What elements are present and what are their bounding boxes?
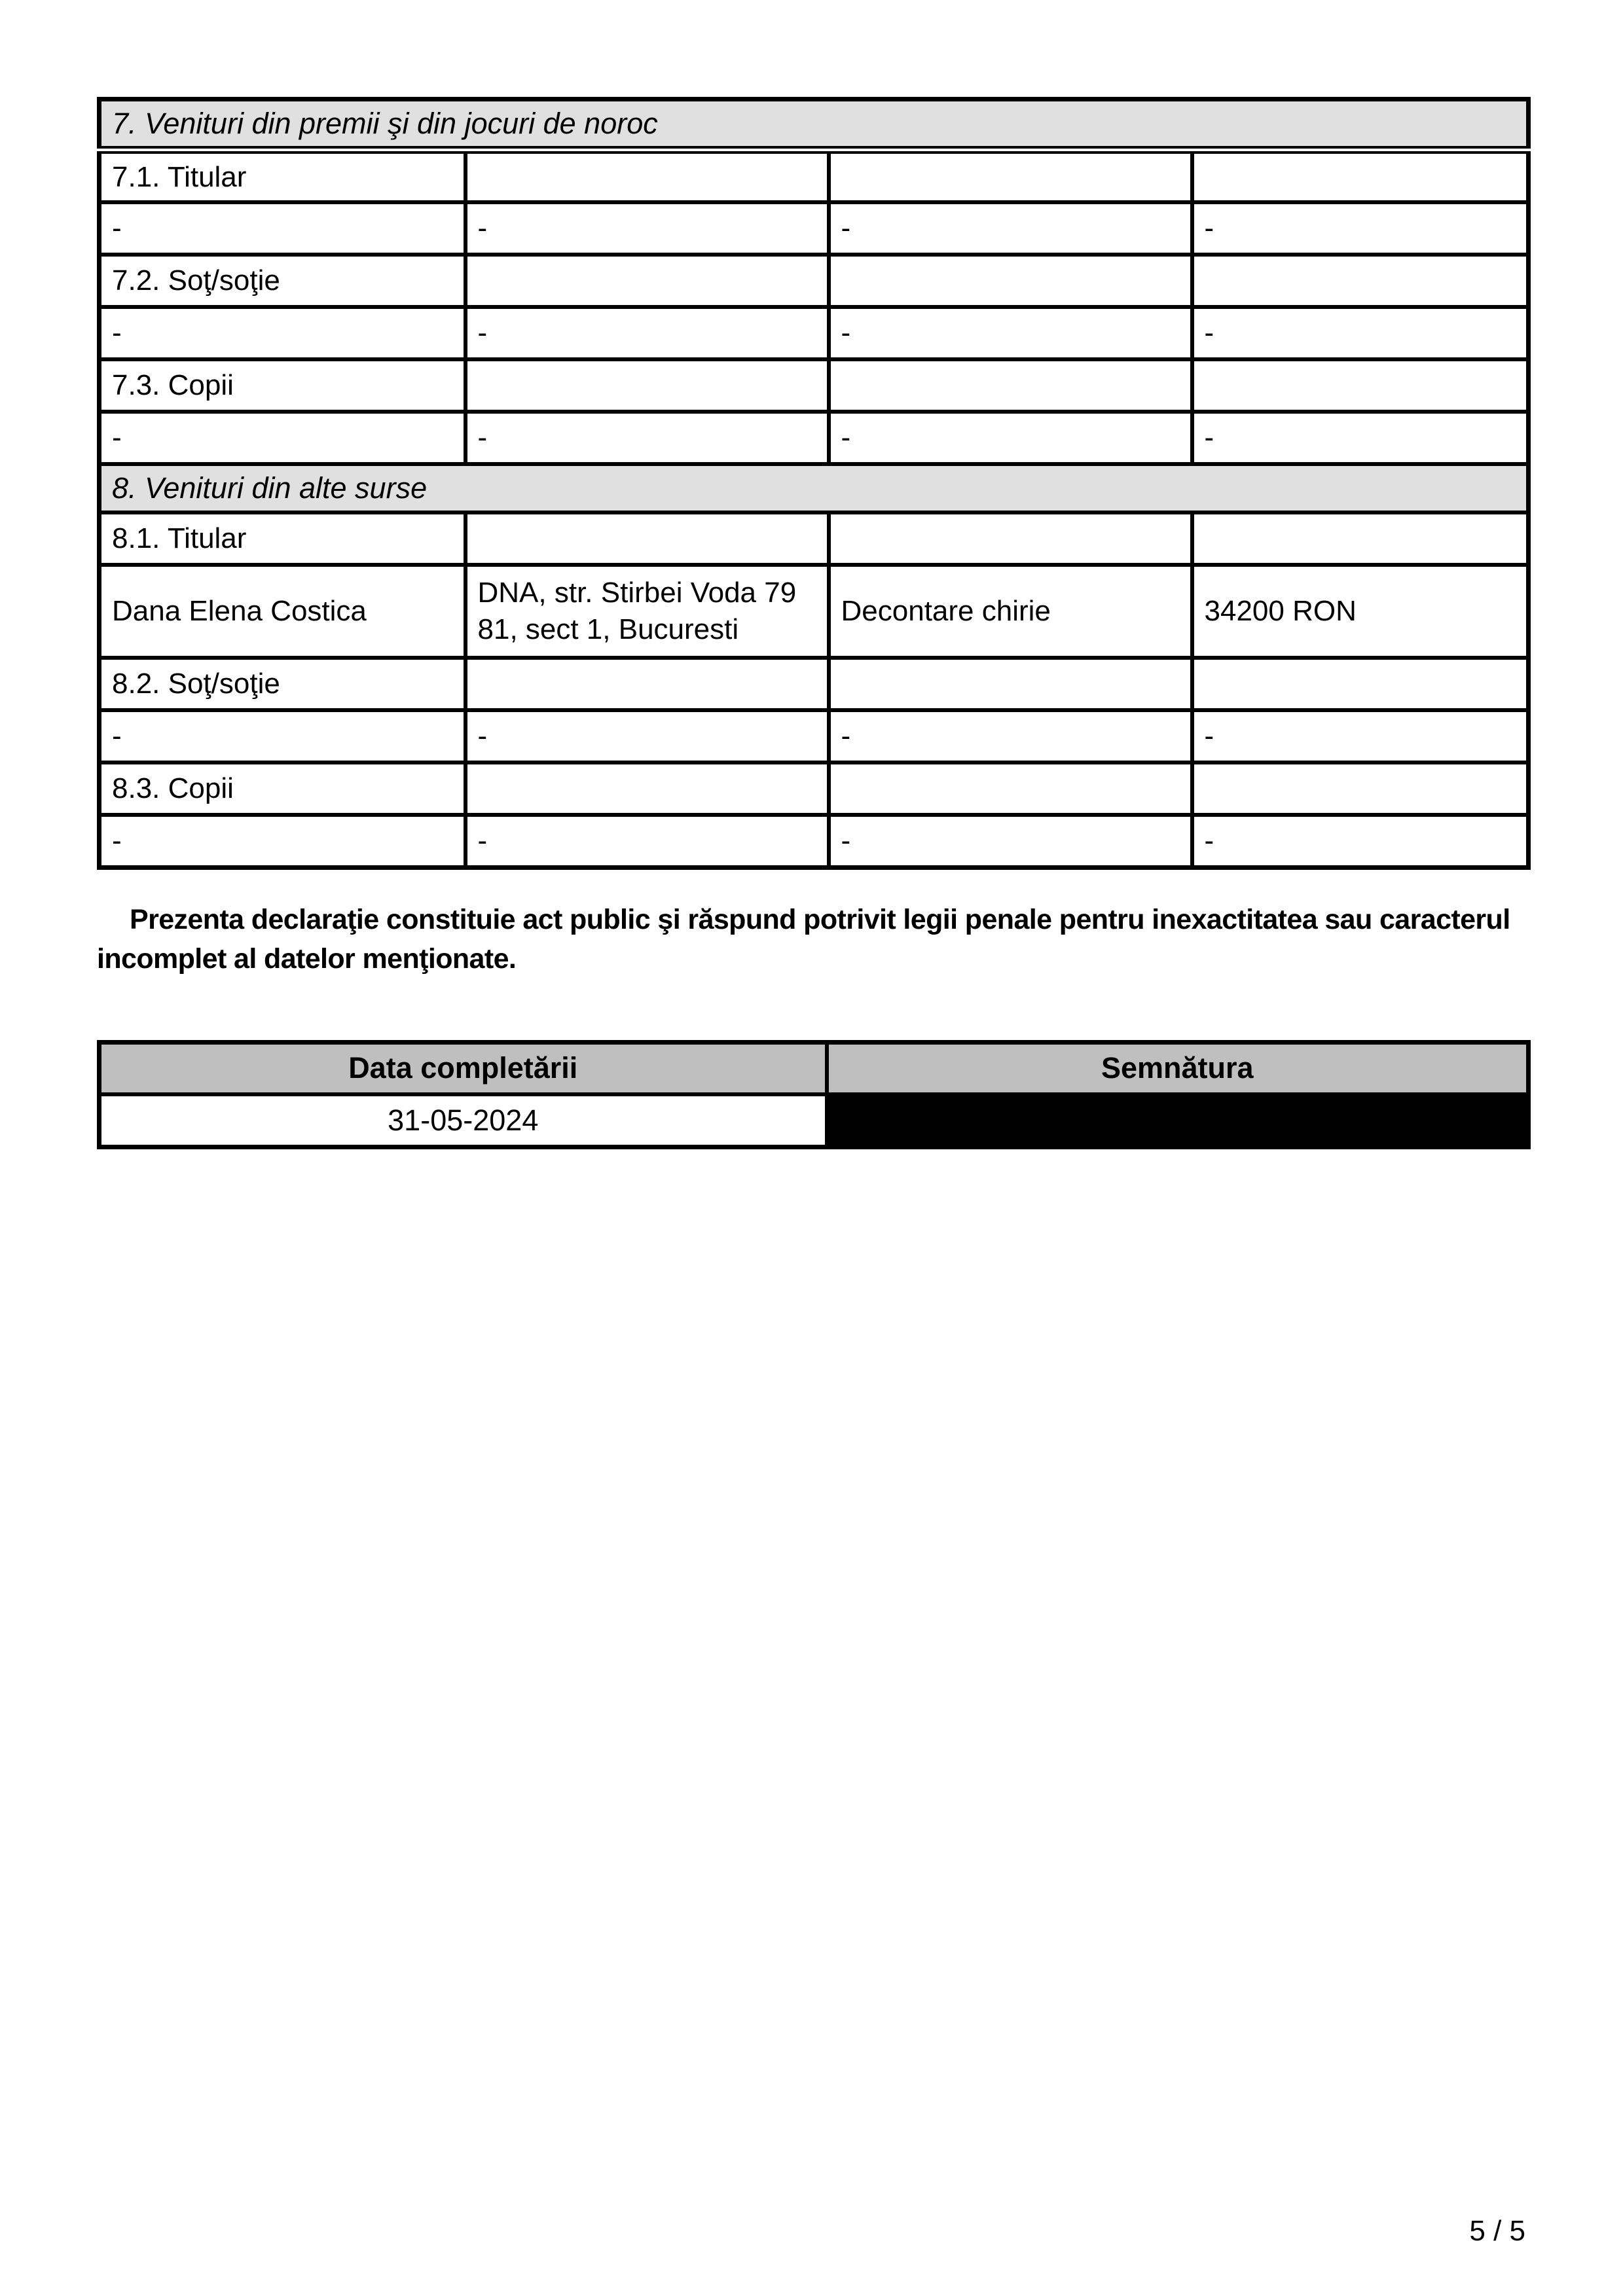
- completion-date-value: 31-05-2024: [100, 1094, 827, 1147]
- table-cell: -: [1192, 202, 1529, 255]
- income-table: [97, 97, 1531, 870]
- declaration-note: Prezenta declaraţie constituie act public şi răspund potrivit legii penale pentru inexactitatea sau caracterul incomplet al datelor menţionate.: [97, 903, 1510, 975]
- table-cell: -: [465, 202, 829, 255]
- table-cell: [1192, 150, 1529, 202]
- table-row: [100, 412, 1529, 464]
- table-cell: [465, 658, 829, 710]
- table-cell: -: [465, 412, 829, 464]
- table-cell: 8.1. Titular: [100, 512, 465, 565]
- signature-table: [97, 1040, 1531, 1149]
- signature-table-value-row: [100, 1094, 1529, 1147]
- table-cell: [829, 512, 1192, 565]
- table-row: [100, 565, 1529, 658]
- income-table-body: [100, 99, 1529, 868]
- table-cell: 34200 RON: [1192, 565, 1529, 658]
- signature-redaction: [827, 1094, 1529, 1147]
- table-row: [100, 150, 1529, 202]
- table-row: [100, 255, 1529, 307]
- table-cell: -: [100, 412, 465, 464]
- table-cell: [465, 512, 829, 565]
- table-row: [100, 359, 1529, 412]
- table-cell: -: [100, 815, 465, 867]
- table-row: [100, 762, 1529, 815]
- table-row: [100, 815, 1529, 867]
- table-cell: -: [465, 815, 829, 867]
- table-cell: -: [829, 307, 1192, 359]
- table-row: [100, 202, 1529, 255]
- page-indicator: 5 / 5: [1469, 2215, 1525, 2247]
- table-cell: -: [829, 202, 1192, 255]
- table-row: [100, 710, 1529, 762]
- signature-column-header: Semnătura: [827, 1042, 1529, 1094]
- table-row: [100, 658, 1529, 710]
- table-cell: 8.3. Copii: [100, 762, 465, 815]
- table-cell: -: [100, 710, 465, 762]
- table-cell: [829, 658, 1192, 710]
- table-cell: [829, 150, 1192, 202]
- table-cell: -: [465, 710, 829, 762]
- table-cell: DNA, str. Stirbei Voda 79 81, sect 1, Bucuresti: [465, 565, 829, 658]
- section-title: 8. Venituri din alte surse: [100, 464, 1529, 512]
- table-cell: [1192, 359, 1529, 412]
- table-row: [100, 307, 1529, 359]
- table-cell: -: [829, 710, 1192, 762]
- table-cell: Decontare chirie: [829, 565, 1192, 658]
- section-title: 7. Venituri din premii şi din jocuri de noroc: [100, 99, 1529, 151]
- table-cell: [465, 762, 829, 815]
- date-column-header: Data completării: [100, 1042, 827, 1094]
- table-cell: [465, 255, 829, 307]
- section-header-row: [100, 99, 1529, 151]
- table-cell: [1192, 658, 1529, 710]
- table-cell: [465, 150, 829, 202]
- table-row: [100, 512, 1529, 565]
- table-cell: -: [100, 307, 465, 359]
- table-cell: [1192, 255, 1529, 307]
- table-cell: 7.2. Soţ/soţie: [100, 255, 465, 307]
- table-cell: -: [1192, 307, 1529, 359]
- table-cell: [465, 359, 829, 412]
- table-cell: [1192, 762, 1529, 815]
- table-cell: 7.1. Titular: [100, 150, 465, 202]
- table-cell: -: [829, 412, 1192, 464]
- signature-table-header-row: [100, 1042, 1529, 1094]
- table-cell: -: [1192, 815, 1529, 867]
- table-cell: -: [1192, 412, 1529, 464]
- table-cell: [829, 762, 1192, 815]
- table-cell: -: [1192, 710, 1529, 762]
- table-cell: [829, 359, 1192, 412]
- table-cell: 8.2. Soţ/soţie: [100, 658, 465, 710]
- table-cell: -: [465, 307, 829, 359]
- table-cell: -: [829, 815, 1192, 867]
- table-cell: -: [100, 202, 465, 255]
- table-cell: Dana Elena Costica: [100, 565, 465, 658]
- table-cell: [1192, 512, 1529, 565]
- table-cell: 7.3. Copii: [100, 359, 465, 412]
- table-cell: [829, 255, 1192, 307]
- section-header-row: [100, 464, 1529, 512]
